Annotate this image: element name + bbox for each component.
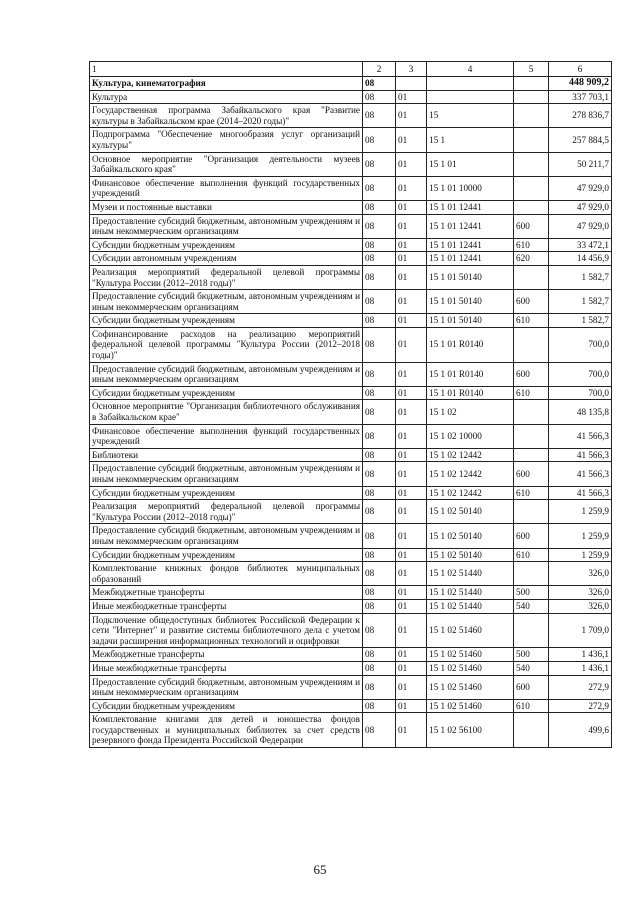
row-subsection: 01 [396, 524, 427, 548]
row-target-code [427, 77, 514, 91]
row-target-code: 15 1 01 [427, 152, 514, 176]
row-subsection: 01 [396, 586, 427, 600]
row-name: Предоставление субсидий бюджетным, автономным учреждениям и иным некоммерческим организациям [90, 214, 363, 238]
row-target-code: 15 1 02 50140 [427, 548, 514, 562]
table-row [90, 214, 612, 238]
row-target-code: 15 1 01 50140 [427, 265, 514, 289]
row-expense-type [514, 613, 549, 648]
row-subsection: 01 [396, 200, 427, 214]
col-header-2: 2 [363, 62, 396, 77]
row-name: Иные межбюджетные трансферты [90, 661, 363, 675]
row-target-code: 15 1 02 51460 [427, 699, 514, 713]
row-amount: 47 929,0 [549, 200, 612, 214]
table-body [90, 77, 612, 748]
page-number: 65 [313, 862, 327, 877]
row-expense-type: 500 [514, 648, 549, 662]
table-row [90, 77, 612, 91]
row-target-code: 15 1 02 51460 [427, 675, 514, 699]
row-subsection: 01 [396, 128, 427, 152]
row-target-code: 15 1 02 50140 [427, 524, 514, 548]
row-amount: 1 709,0 [549, 613, 612, 648]
row-subsection: 01 [396, 661, 427, 675]
row-subsection: 01 [396, 562, 427, 586]
row-section: 08 [363, 524, 396, 548]
row-expense-type: 600 [514, 524, 549, 548]
row-expense-type [514, 265, 549, 289]
table-row [90, 104, 612, 128]
table-row [90, 613, 612, 648]
table-row [90, 586, 612, 600]
row-amount: 1 259,9 [549, 500, 612, 524]
row-amount: 337 703,1 [549, 90, 612, 104]
row-expense-type: 610 [514, 314, 549, 328]
row-name: Предоставление субсидий бюджетным, автономным учреждениям и иным некоммерческим организациям [90, 462, 363, 486]
row-expense-type: 610 [514, 699, 549, 713]
table-row [90, 713, 612, 748]
row-expense-type [514, 176, 549, 200]
col-header-3: 3 [396, 62, 427, 77]
row-amount: 1 582,7 [549, 290, 612, 314]
row-name: Библиотеки [90, 448, 363, 462]
row-subsection: 01 [396, 599, 427, 613]
row-name: Субсидии бюджетным учреждениям [90, 386, 363, 400]
row-target-code: 15 1 01 12441 [427, 238, 514, 252]
row-amount: 326,0 [549, 586, 612, 600]
row-subsection: 01 [396, 713, 427, 748]
row-amount: 41 566,3 [549, 448, 612, 462]
row-amount: 50 211,7 [549, 152, 612, 176]
row-name: Культура [90, 90, 363, 104]
row-target-code: 15 1 01 12441 [427, 252, 514, 266]
row-name: Предоставление субсидий бюджетным, автономным учреждениям и иным некоммерческим организациям [90, 524, 363, 548]
row-subsection: 01 [396, 90, 427, 104]
row-name: Субсидии бюджетным учреждениям [90, 548, 363, 562]
row-subsection: 01 [396, 238, 427, 252]
row-amount: 326,0 [549, 599, 612, 613]
row-section: 08 [363, 265, 396, 289]
row-subsection: 01 [396, 265, 427, 289]
row-subsection: 01 [396, 214, 427, 238]
row-target-code: 15 1 02 51440 [427, 562, 514, 586]
row-expense-type [514, 77, 549, 91]
row-section: 08 [363, 486, 396, 500]
row-section: 08 [363, 128, 396, 152]
row-subsection: 01 [396, 104, 427, 128]
row-subsection: 01 [396, 675, 427, 699]
row-name: Комплектование книгами для детей и юношества фондов государственных и муниципальных библиотек за счет средств резервного фонда Президента Российской Федерации [90, 713, 363, 748]
row-amount: 1 436,1 [549, 648, 612, 662]
row-section: 08 [363, 362, 396, 386]
row-name: Межбюджетные трансферты [90, 586, 363, 600]
row-expense-type: 600 [514, 290, 549, 314]
row-amount: 1 259,9 [549, 524, 612, 548]
row-name: Культура, кинематография [90, 77, 363, 91]
row-amount: 47 929,0 [549, 176, 612, 200]
row-target-code: 15 1 02 [427, 400, 514, 424]
row-target-code: 15 [427, 104, 514, 128]
row-subsection [396, 77, 427, 91]
table-row [90, 661, 612, 675]
row-name: Основное мероприятие "Организация деятельности музеев Забайкальского края" [90, 152, 363, 176]
row-section: 08 [363, 562, 396, 586]
row-expense-type [514, 327, 549, 362]
row-name: Субсидии бюджетным учреждениям [90, 314, 363, 328]
row-name: Софинансирование расходов на реализацию мероприятий федеральной целевой программы "Культура России (2012–2018 годы)" [90, 327, 363, 362]
row-amount: 1 259,9 [549, 548, 612, 562]
row-name: Музеи и постоянные выставки [90, 200, 363, 214]
row-section: 08 [363, 586, 396, 600]
table-row [90, 699, 612, 713]
row-section: 08 [363, 176, 396, 200]
row-target-code: 15 1 02 51460 [427, 648, 514, 662]
table-row [90, 424, 612, 448]
row-section: 08 [363, 290, 396, 314]
row-section: 08 [363, 500, 396, 524]
row-name: Реализация мероприятий федеральной целевой программы "Культура России (2012–2018 годы)" [90, 500, 363, 524]
row-amount: 278 836,7 [549, 104, 612, 128]
row-name: Предоставление субсидий бюджетным, автономным учреждениям и иным некоммерческим организациям [90, 675, 363, 699]
row-target-code: 15 1 02 10000 [427, 424, 514, 448]
row-expense-type: 600 [514, 362, 549, 386]
budget-table-container [89, 61, 609, 748]
table-row [90, 548, 612, 562]
row-name: Финансовое обеспечение выполнения функций государственных учреждений [90, 424, 363, 448]
row-name: Финансовое обеспечение выполнения функций государственных учреждений [90, 176, 363, 200]
row-section: 08 [363, 448, 396, 462]
row-expense-type: 610 [514, 238, 549, 252]
table-row [90, 152, 612, 176]
row-target-code: 15 1 02 12442 [427, 448, 514, 462]
table-row [90, 675, 612, 699]
row-section: 08 [363, 386, 396, 400]
col-header-4: 4 [427, 62, 514, 77]
column-number-row [90, 62, 612, 77]
row-subsection: 01 [396, 500, 427, 524]
col-header-1: 1 [90, 62, 363, 77]
row-section: 08 [363, 675, 396, 699]
row-subsection: 01 [396, 400, 427, 424]
row-amount: 272,9 [549, 699, 612, 713]
row-section: 08 [363, 648, 396, 662]
row-name: Предоставление субсидий бюджетным, автономным учреждениям и иным некоммерческим организациям [90, 362, 363, 386]
table-row [90, 128, 612, 152]
row-expense-type [514, 713, 549, 748]
row-section: 08 [363, 314, 396, 328]
col-header-6: 6 [549, 62, 612, 77]
table-row [90, 265, 612, 289]
row-name: Предоставление субсидий бюджетным, автономным учреждениям и иным некоммерческим организациям [90, 290, 363, 314]
row-expense-type [514, 128, 549, 152]
row-amount: 448 909,2 [549, 77, 612, 91]
row-target-code: 15 1 02 12442 [427, 462, 514, 486]
row-target-code: 15 1 01 50140 [427, 290, 514, 314]
table-row [90, 238, 612, 252]
row-subsection: 01 [396, 176, 427, 200]
row-amount: 47 929,0 [549, 214, 612, 238]
row-expense-type: 600 [514, 462, 549, 486]
table-row [90, 314, 612, 328]
row-section: 08 [363, 462, 396, 486]
row-target-code: 15 1 02 51460 [427, 613, 514, 648]
row-expense-type [514, 400, 549, 424]
table-row [90, 176, 612, 200]
row-subsection: 01 [396, 699, 427, 713]
row-expense-type [514, 90, 549, 104]
table-row [90, 252, 612, 266]
row-name: Подключение общедоступных библиотек Российской Федерации к сети "Интернет" и развитие системы библиотечного дела с учетом задачи расширения информационных технологий и оцифровки [90, 613, 363, 648]
row-target-code: 15 1 01 12441 [427, 200, 514, 214]
row-expense-type [514, 200, 549, 214]
row-section: 08 [363, 424, 396, 448]
row-expense-type: 600 [514, 675, 549, 699]
row-amount: 499,6 [549, 713, 612, 748]
row-section: 08 [363, 90, 396, 104]
row-subsection: 01 [396, 362, 427, 386]
row-expense-type: 540 [514, 599, 549, 613]
row-target-code: 15 1 02 12442 [427, 486, 514, 500]
row-amount: 272,9 [549, 675, 612, 699]
row-section: 08 [363, 548, 396, 562]
row-section: 08 [363, 252, 396, 266]
row-subsection: 01 [396, 462, 427, 486]
row-section: 08 [363, 599, 396, 613]
row-name: Подпрограмма "Обеспечение многообразия услуг организаций культуры" [90, 128, 363, 152]
row-target-code: 15 1 01 50140 [427, 314, 514, 328]
row-target-code: 15 1 01 12441 [427, 214, 514, 238]
row-section: 08 [363, 613, 396, 648]
row-expense-type [514, 104, 549, 128]
row-section: 08 [363, 152, 396, 176]
row-name: Реализация мероприятий федеральной целевой программы "Культура России (2012–2018 годы)" [90, 265, 363, 289]
row-section: 08 [363, 327, 396, 362]
row-subsection: 01 [396, 152, 427, 176]
row-amount: 48 135,8 [549, 400, 612, 424]
table-row [90, 524, 612, 548]
row-name: Межбюджетные трансферты [90, 648, 363, 662]
row-target-code: 15 1 02 56100 [427, 713, 514, 748]
col-header-5: 5 [514, 62, 549, 77]
row-expense-type [514, 448, 549, 462]
budget-table [89, 61, 612, 748]
row-amount: 326,0 [549, 562, 612, 586]
row-expense-type: 610 [514, 548, 549, 562]
row-name: Государственная программа Забайкальского края "Развитие культуры в Забайкальском крае (2014–2020 годы)" [90, 104, 363, 128]
row-name: Иные межбюджетные трансферты [90, 599, 363, 613]
table-row [90, 648, 612, 662]
row-amount: 700,0 [549, 327, 612, 362]
table-row [90, 562, 612, 586]
row-subsection: 01 [396, 314, 427, 328]
row-target-code: 15 1 01 R0140 [427, 362, 514, 386]
table-row [90, 448, 612, 462]
row-subsection: 01 [396, 386, 427, 400]
row-section: 08 [363, 661, 396, 675]
row-subsection: 01 [396, 448, 427, 462]
row-target-code: 15 1 02 51440 [427, 586, 514, 600]
row-section: 08 [363, 104, 396, 128]
row-section: 08 [363, 238, 396, 252]
row-amount: 41 566,3 [549, 424, 612, 448]
row-expense-type [514, 562, 549, 586]
row-target-code: 15 1 02 50140 [427, 500, 514, 524]
row-name: Комплектование книжных фондов библиотек муниципальных образований [90, 562, 363, 586]
row-expense-type: 600 [514, 214, 549, 238]
row-target-code: 15 1 01 R0140 [427, 327, 514, 362]
row-section: 08 [363, 713, 396, 748]
row-expense-type [514, 500, 549, 524]
table-row [90, 486, 612, 500]
row-amount: 41 566,3 [549, 486, 612, 500]
row-subsection: 01 [396, 486, 427, 500]
row-subsection: 01 [396, 548, 427, 562]
row-name: Субсидии бюджетным учреждениям [90, 486, 363, 500]
row-subsection: 01 [396, 613, 427, 648]
table-row [90, 500, 612, 524]
row-name: Основное мероприятие "Организация библиотечного обслуживания в Забайкальском крае" [90, 400, 363, 424]
table-row [90, 386, 612, 400]
table-row [90, 462, 612, 486]
row-name: Субсидии бюджетным учреждениям [90, 238, 363, 252]
row-subsection: 01 [396, 648, 427, 662]
row-amount: 1 436,1 [549, 661, 612, 675]
row-expense-type: 540 [514, 661, 549, 675]
table-row [90, 200, 612, 214]
row-target-code: 15 1 01 10000 [427, 176, 514, 200]
row-expense-type: 610 [514, 486, 549, 500]
row-target-code [427, 90, 514, 104]
row-amount: 700,0 [549, 386, 612, 400]
row-target-code: 15 1 02 51460 [427, 661, 514, 675]
row-target-code: 15 1 01 R0140 [427, 386, 514, 400]
row-section: 08 [363, 699, 396, 713]
table-row [90, 327, 612, 362]
table-row [90, 290, 612, 314]
row-expense-type [514, 424, 549, 448]
row-section: 08 [363, 214, 396, 238]
row-section: 08 [363, 77, 396, 91]
row-amount: 1 582,7 [549, 265, 612, 289]
table-row [90, 90, 612, 104]
row-expense-type [514, 152, 549, 176]
table-row [90, 400, 612, 424]
row-subsection: 01 [396, 424, 427, 448]
row-amount: 700,0 [549, 362, 612, 386]
row-amount: 33 472,1 [549, 238, 612, 252]
row-section: 08 [363, 200, 396, 214]
table-row [90, 362, 612, 386]
row-amount: 14 456,9 [549, 252, 612, 266]
row-name: Субсидии бюджетным учреждениям [90, 699, 363, 713]
table-row [90, 599, 612, 613]
row-subsection: 01 [396, 290, 427, 314]
row-amount: 41 566,3 [549, 462, 612, 486]
row-amount: 1 582,7 [549, 314, 612, 328]
row-section: 08 [363, 400, 396, 424]
row-subsection: 01 [396, 327, 427, 362]
row-amount: 257 884,5 [549, 128, 612, 152]
row-expense-type: 610 [514, 386, 549, 400]
row-expense-type: 620 [514, 252, 549, 266]
row-target-code: 15 1 02 51440 [427, 599, 514, 613]
row-subsection: 01 [396, 252, 427, 266]
row-target-code: 15 1 [427, 128, 514, 152]
row-expense-type: 500 [514, 586, 549, 600]
row-name: Субсидии автономным учреждениям [90, 252, 363, 266]
